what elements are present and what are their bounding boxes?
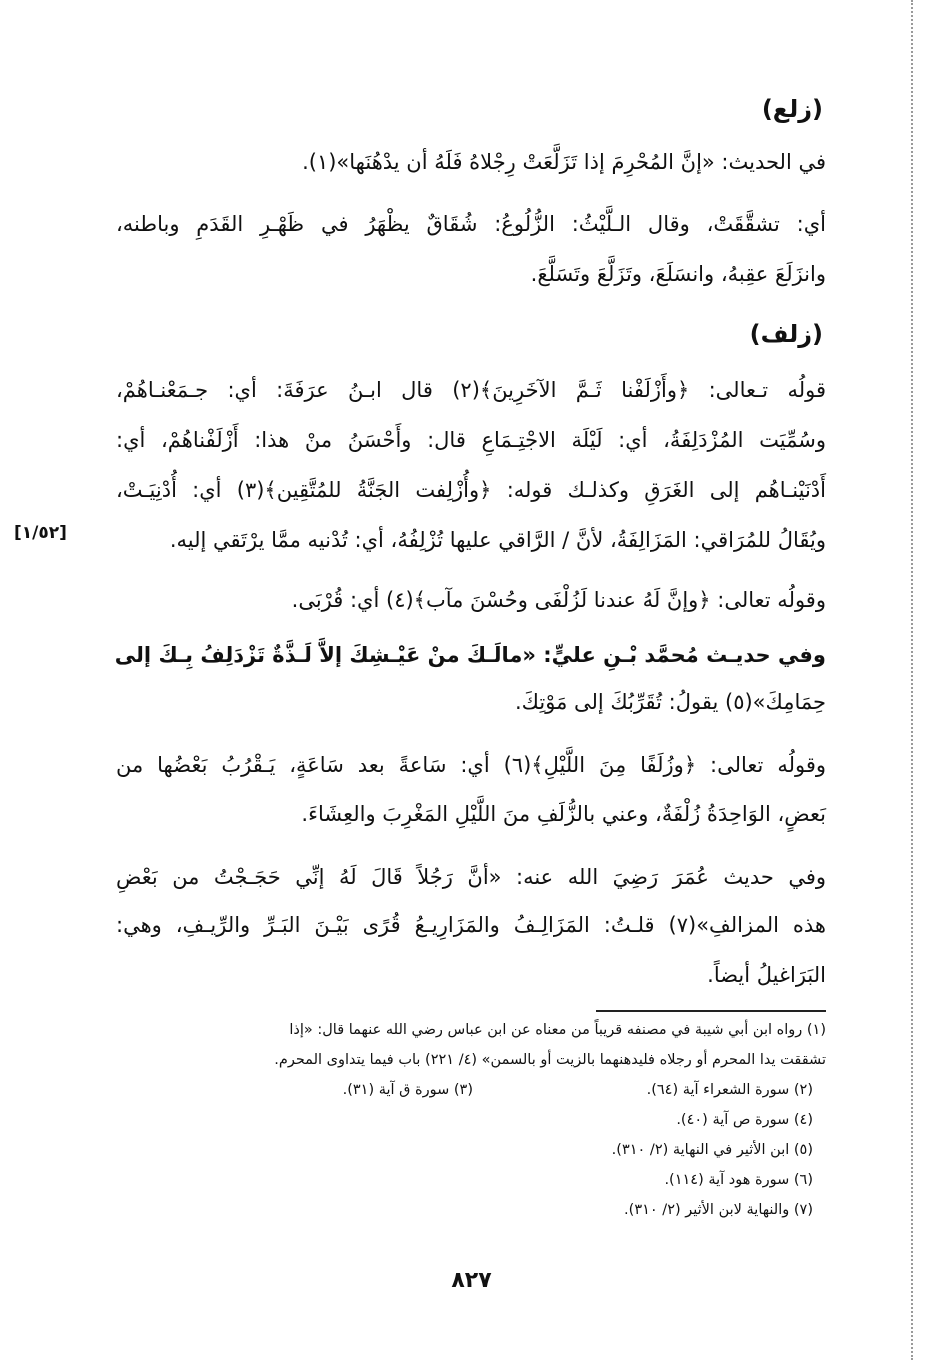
- text-line-11: وقولُه تعالى: ﴿وزُلَفًا مِنَ اللَّيْلِ﴾(٦) أي: سَاعةً بعد سَاعَةٍ، يَـقْرُبُ بَعْضُها من: [116, 753, 827, 777]
- footnote-1-line-1: (١) رواه ابن أبي شيبة في مصنفه قريباً من معناه عن ابن عباس رضي الله عنهما قال: «إذا: [289, 1022, 826, 1038]
- text-line-14: هذه المزالفِ»(٧) قلـتُ: المَزَالِـفُ والمَزَارِيـعُ قُرًى بَيْـنَ البَـرِّ والرِّيـفِ، وهي:: [116, 913, 826, 937]
- text-line-13: وفي حديث عُمَرَ رَضِيَ الله عنه: «أنَّ رَجُلاً قَالَ لَهُ إنِّي حَجَـجْتُ من بَعْضِ: [116, 865, 826, 889]
- footnote-separator: [596, 1010, 826, 1012]
- footnotes-2-3-row: [113, 1082, 813, 1098]
- manuscript-folio-reference: [١/٥٢]: [14, 523, 67, 543]
- footnote-4: (٤) سورة ص آية (٤٠).: [676, 1112, 813, 1128]
- text-line-9: وفي حديـث مُحمَّد بْـنِ عليٍّ: «مالَـكَ منْ عَيْـشِكَ إلاَّ لَـذَّةٌ تَزْدَلِفُ بِـكَ إلى: [114, 643, 826, 667]
- text-line-6: أَدْنَيْنـاهُم إلى الغَرَقِ وكذلـك قوله: ﴿وأُزْلِفت الجَنَّةُ للمُتَّقِين﴾(٣) أي: أُدْنِيَـتْ،: [116, 478, 826, 502]
- text-line-10: حِمَامِكَ»(٥) يقولُ: تُقَرِّبُكَ إلى مَوْتِكَ.: [515, 690, 826, 714]
- footnote-1-line-2: تشققت يدا المحرم أو رجلاه فليدهنهما بالزيت أو بالسمن» (٤/ ٢٢١) باب فيما يتداوى المحرم.: [274, 1052, 826, 1068]
- text-line-12: بَعضٍ، الوَاحِدَةُ زُلْفَةٌ، وعني بالزُّلَفِ منَ اللَّيْلِ المَغْرِبَ والعِشَاءَ.: [301, 802, 826, 826]
- text-line-15: البَرَاغيلُ أيضاً.: [707, 963, 826, 987]
- footnote-2: (٢) سورة الشعراء آية (٦٤).: [646, 1082, 813, 1098]
- footnote-6: (٦) سورة هود آية (١١٤).: [664, 1172, 813, 1188]
- entry-heading-zalafa: (زلف): [749, 320, 823, 348]
- text-line-4: قولُه تـعالى: ﴿وأَزْلَفْنا ثَـمَّ الآخَرِينَ﴾(٢) قال ابـنُ عرَفَةَ: أي: جـمَعْنـاهُمْ،: [116, 378, 827, 402]
- page-number: ٨٢٧: [451, 1268, 492, 1293]
- footnote-7: (٧) والنهاية لابن الأثير (٢/ ٣١٠).: [624, 1202, 813, 1218]
- footnote-5: (٥) ابن الأثير في النهاية (٢/ ٣١٠).: [611, 1142, 813, 1158]
- text-line-8: وقولُه تعالى: ﴿وإنَّ لَهُ عندنا لَزُلْفَى وحُسْنَ مآب﴾(٤) أي: قُرْبَى.: [291, 588, 826, 612]
- text-line-7: ويُقَالُ للمُرَاقي: المَزَالِفَةُ، لأنَّ / الرَّاقي عليها تُزْلِفُهُ، أي: تُدْنيه ممَّا يرْتَقي إليه.: [169, 528, 826, 552]
- footnote-3: (٣) سورة ق آية (٣١).: [342, 1082, 473, 1098]
- text-line-2: أي: تشقَّقَتْ، وقال الـلَّيْثُ: الزُّلُوعُ: شُقَاقٌ يظْهَرُ في ظَهْـرِ القَدَمِ وباطنه،: [116, 212, 826, 236]
- text-line-3: وانزَلَعَ عقِبهُ، وانسَلَعَ، وتَزَلَّعَ وتَسَلَّعَ.: [530, 262, 826, 286]
- text-line-1: في الحديث: «إنَّ المُحْرِمَ إذا تَزَلَّعَتْ رِجْلاهُ فَلَهُ أن يدْهُنَها»(١).: [302, 150, 826, 174]
- binding-edge-dots: [911, 0, 913, 1360]
- entry-heading-zala: (زلع): [761, 95, 823, 123]
- text-line-5: وسُمِّيَت المُزْدَلِفَةُ، أي: لَيْلَة الاجْتِـمَاعِ قال: وأَحْسَنُ منْ هذا: أَزْلَفْناهُمْ، أي:: [116, 428, 826, 452]
